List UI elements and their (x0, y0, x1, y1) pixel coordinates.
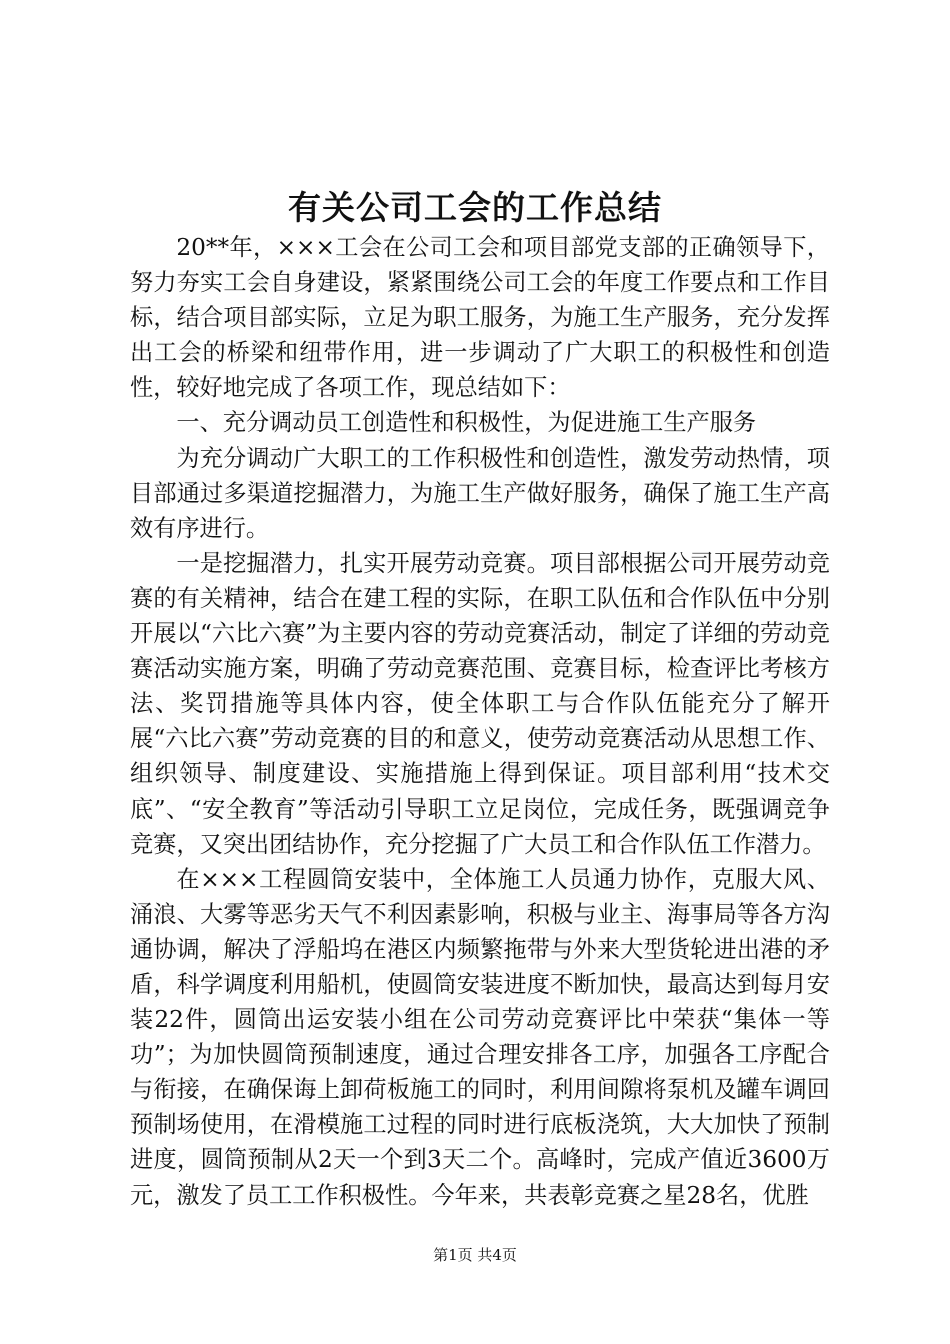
document-body (130, 230, 830, 1213)
paragraph-section-1: 为充分调动广大职工的工作积极性和创造性，激发劳动热情，项目部通过多渠道挖掘潜力，为施工生产做好服务，确保了施工生产高效有序进行。 (130, 444, 830, 542)
section-heading-1: 一、充分调动员工创造性和积极性，为促进施工生产服务 (176, 409, 757, 437)
paragraph-intro: 20**年，×××工会在公司工会和项目部党支部的正确领导下，努力夯实工会自身建设，紧紧围绕公司工会的年度工作要点和工作目标，结合项目部实际，立足为职工服务，为施工生产服务，充分发挥出工会的桥梁和纽带作用，进一步调动了广大职工的积极性和创造性，较好地完成了各项工作，现总结如下： (130, 234, 830, 402)
paragraph-cylinder-installation: 在×××工程圆筒安装中，全体施工人员通力协作，克服大风、涌浪、大雾等恶劣天气不利因素影响，积极与业主、海事局等各方沟通协调，解决了浮船坞在港区内频繁拖带与外来大型货轮进出港的矛盾，科学调度利用船机，使圆筒安装进度不断加快，最高达到每月安装22件，圆筒出运安装小组在公司劳动竞赛评比中荣获“集体一等功”；为加快圆筒预制速度，通过合理安排各工序，加强各工序配合与衔接，在确保诲上卸荷板施工的同时，利用间隙将泵机及罐车调回预制场使用，在滑模施工过程的同时进行底板浇筑，大大加快了预制进度，圆筒预制从2天一个到3天二个。高峰时，完成产值近3600万元，激发了员工工作积极性。今年来，共表彰竞赛之星28名，优胜 (130, 865, 830, 1209)
paragraph-labor-competition: 一是挖掘潜力，扎实开展劳动竞赛。项目部根据公司开展劳动竞赛的有关精神，结合在建工程的实际，在职工队伍和合作队伍中分别开展以“六比六赛”为主要内容的劳动竞赛活动，制定了详细的劳动竞赛活动实施方案，明确了劳动竞赛范围、竞赛目标，检查评比考核方法、奖罚措施等具体内容，使全体职工与合作队伍能充分了解开展“六比六赛”劳动竞赛的目的和意义，使劳动竞赛活动从思想工作、组织领导、制度建设、实施措施上得到保证。项目部利用“技术交底”、“安全教育”等活动引导职工立足岗位，完成任务，既强调竞争竞赛，又突出团结协作，充分挖掘了广大员工和合作队伍工作潜力。 (130, 549, 830, 858)
document-title: 有关公司工会的工作总结 (288, 188, 662, 227)
page-number-footer: 第1页 共4页 (433, 1246, 517, 1264)
